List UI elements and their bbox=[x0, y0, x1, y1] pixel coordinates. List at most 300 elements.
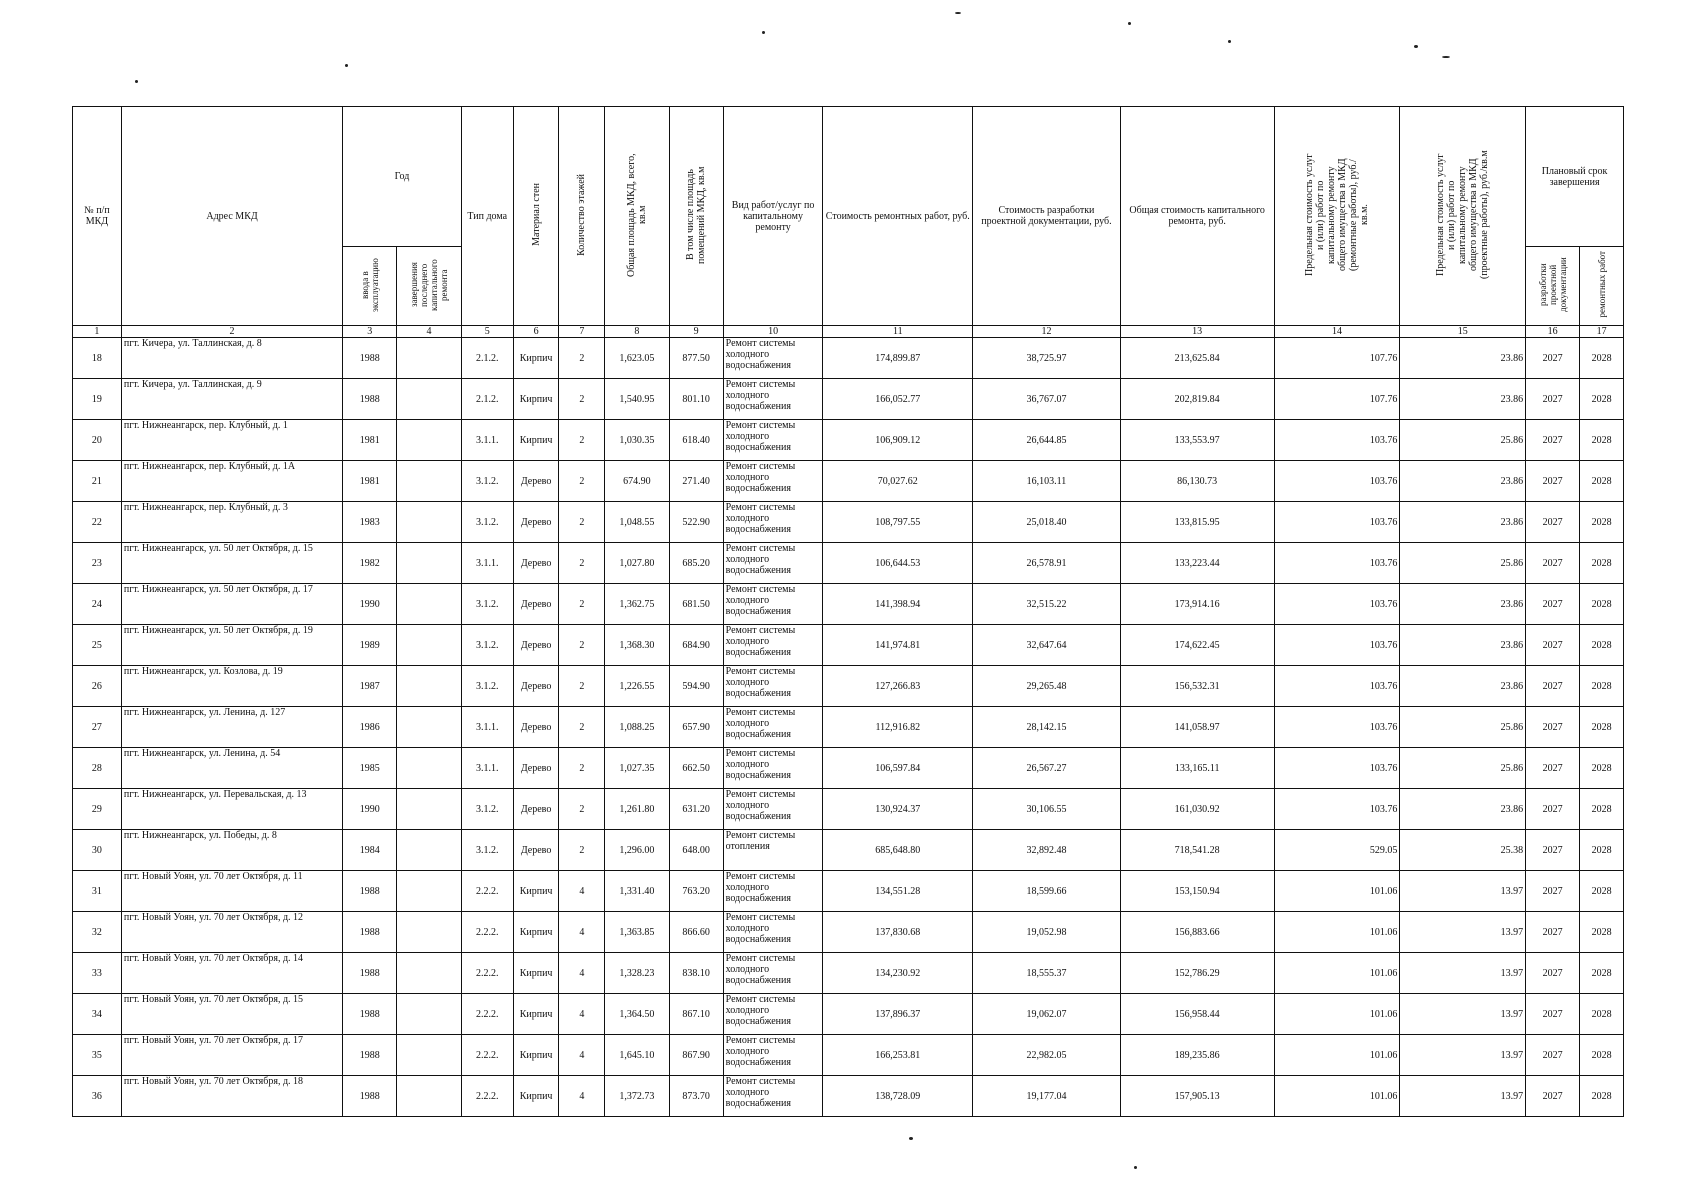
cell-limit-cost-repair: 101.06 bbox=[1274, 1035, 1400, 1076]
cell-address: пгт. Новый Уоян, ул. 70 лет Октября, д. 15 bbox=[121, 994, 342, 1035]
cell-term-repair: 2028 bbox=[1580, 1076, 1624, 1117]
cell-year-last-repair bbox=[397, 953, 461, 994]
cell-limit-cost-design: 23.86 bbox=[1400, 461, 1526, 502]
cell-work-type: Ремонт системы холодного водоснабжения bbox=[723, 953, 823, 994]
cell-floors: 4 bbox=[559, 1035, 605, 1076]
table-row bbox=[73, 338, 1624, 379]
cell-term-design: 2027 bbox=[1526, 871, 1580, 912]
cell-year-commission: 1988 bbox=[343, 953, 397, 994]
cell-address: пгт. Новый Уоян, ул. 70 лет Октября, д. 12 bbox=[121, 912, 342, 953]
cell-term-repair: 2028 bbox=[1580, 789, 1624, 830]
header-work-type: Вид работ/услуг по капитальному ремонту bbox=[723, 107, 823, 326]
column-number: 16 bbox=[1526, 326, 1580, 338]
cell-premises-area: 867.10 bbox=[669, 994, 723, 1035]
cell-design-cost: 26,567.27 bbox=[973, 748, 1121, 789]
column-number: 11 bbox=[823, 326, 973, 338]
cell-total-area: 1,088.25 bbox=[605, 707, 669, 748]
cell-repair-cost: 70,027.62 bbox=[823, 461, 973, 502]
cell-design-cost: 22,982.05 bbox=[973, 1035, 1121, 1076]
cell-total-cost: 156,883.66 bbox=[1120, 912, 1274, 953]
cell-wall-material: Дерево bbox=[513, 666, 559, 707]
cell-repair-cost: 112,916.82 bbox=[823, 707, 973, 748]
cell-year-last-repair bbox=[397, 748, 461, 789]
cell-total-area: 1,623.05 bbox=[605, 338, 669, 379]
table-row bbox=[73, 461, 1624, 502]
cell-year-commission: 1988 bbox=[343, 871, 397, 912]
cell-total-cost: 157,905.13 bbox=[1120, 1076, 1274, 1117]
cell-floors: 2 bbox=[559, 420, 605, 461]
cell-year-commission: 1988 bbox=[343, 379, 397, 420]
cell-work-type: Ремонт системы отопления bbox=[723, 830, 823, 871]
cell-limit-cost-repair: 107.76 bbox=[1274, 338, 1400, 379]
cell-house-type: 3.1.1. bbox=[461, 707, 513, 748]
cell-premises-area: 681.50 bbox=[669, 584, 723, 625]
header-design-cost: Стоимость разработки проектной документации, руб. bbox=[973, 107, 1121, 326]
header-planned-term: Плановый срок завершения bbox=[1526, 107, 1624, 247]
cell-row-number: 22 bbox=[73, 502, 122, 543]
cell-design-cost: 32,892.48 bbox=[973, 830, 1121, 871]
cell-floors: 2 bbox=[559, 461, 605, 502]
cell-total-area: 1,368.30 bbox=[605, 625, 669, 666]
table-row bbox=[73, 789, 1624, 830]
column-number: 2 bbox=[121, 326, 342, 338]
cell-total-area: 1,261.80 bbox=[605, 789, 669, 830]
cell-repair-cost: 137,896.37 bbox=[823, 994, 973, 1035]
cell-term-repair: 2028 bbox=[1580, 871, 1624, 912]
cell-work-type: Ремонт системы холодного водоснабжения bbox=[723, 666, 823, 707]
cell-total-area: 1,027.80 bbox=[605, 543, 669, 584]
header-total-area bbox=[605, 107, 669, 326]
cell-house-type: 3.1.1. bbox=[461, 543, 513, 584]
table-row bbox=[73, 666, 1624, 707]
cell-limit-cost-design: 13.97 bbox=[1400, 1035, 1526, 1076]
cell-row-number: 19 bbox=[73, 379, 122, 420]
cell-work-type: Ремонт системы холодного водоснабжения bbox=[723, 625, 823, 666]
header-premises-area-text: В том числе площадь помещений МКД, кв.м bbox=[685, 165, 708, 264]
cell-row-number: 23 bbox=[73, 543, 122, 584]
cell-term-repair: 2028 bbox=[1580, 953, 1624, 994]
cell-wall-material: Кирпич bbox=[513, 420, 559, 461]
cell-limit-cost-design: 13.97 bbox=[1400, 953, 1526, 994]
cell-limit-cost-design: 23.86 bbox=[1400, 625, 1526, 666]
cell-wall-material: Дерево bbox=[513, 830, 559, 871]
cell-year-commission: 1988 bbox=[343, 1076, 397, 1117]
cell-year-last-repair bbox=[397, 871, 461, 912]
cell-repair-cost: 106,597.84 bbox=[823, 748, 973, 789]
cell-year-commission: 1987 bbox=[343, 666, 397, 707]
cell-limit-cost-repair: 103.76 bbox=[1274, 584, 1400, 625]
cell-year-last-repair bbox=[397, 461, 461, 502]
cell-limit-cost-design: 25.38 bbox=[1400, 830, 1526, 871]
cell-row-number: 28 bbox=[73, 748, 122, 789]
cell-row-number: 29 bbox=[73, 789, 122, 830]
scan-speck bbox=[1228, 40, 1231, 43]
cell-year-commission: 1983 bbox=[343, 502, 397, 543]
cell-house-type: 2.2.2. bbox=[461, 1076, 513, 1117]
column-number: 10 bbox=[723, 326, 823, 338]
cell-term-repair: 2028 bbox=[1580, 379, 1624, 420]
table-row bbox=[73, 871, 1624, 912]
header-year-commission bbox=[343, 247, 397, 326]
table-row bbox=[73, 953, 1624, 994]
cell-design-cost: 18,599.66 bbox=[973, 871, 1121, 912]
cell-term-design: 2027 bbox=[1526, 1035, 1580, 1076]
table-row bbox=[73, 502, 1624, 543]
cell-house-type: 2.1.2. bbox=[461, 379, 513, 420]
header-year-last-repair-text: завершения последнего капитального ремонта bbox=[409, 258, 450, 311]
cell-wall-material: Кирпич bbox=[513, 1035, 559, 1076]
cell-term-repair: 2028 bbox=[1580, 461, 1624, 502]
cell-year-last-repair bbox=[397, 379, 461, 420]
cell-house-type: 3.1.2. bbox=[461, 830, 513, 871]
cell-year-last-repair bbox=[397, 543, 461, 584]
cell-row-number: 26 bbox=[73, 666, 122, 707]
header-limit-cost-repair-text: Предельная стоимость услуг и (или) работ по капитальному ремонту общего имущества в МКД (ремонтные работы), руб./кв.м. bbox=[1303, 153, 1370, 276]
table-row bbox=[73, 748, 1624, 789]
column-number: 3 bbox=[343, 326, 397, 338]
cell-term-design: 2027 bbox=[1526, 420, 1580, 461]
header-floors-text: Количество этажей bbox=[576, 173, 588, 256]
cell-repair-cost: 166,253.81 bbox=[823, 1035, 973, 1076]
cell-address: пгт. Новый Уоян, ул. 70 лет Октября, д. 18 bbox=[121, 1076, 342, 1117]
cell-year-commission: 1982 bbox=[343, 543, 397, 584]
cell-design-cost: 19,052.98 bbox=[973, 912, 1121, 953]
scan-speck bbox=[909, 1137, 913, 1140]
cell-term-repair: 2028 bbox=[1580, 584, 1624, 625]
cell-total-area: 1,328.23 bbox=[605, 953, 669, 994]
cell-term-repair: 2028 bbox=[1580, 830, 1624, 871]
cell-total-area: 1,363.85 bbox=[605, 912, 669, 953]
cell-house-type: 2.1.2. bbox=[461, 338, 513, 379]
table-row bbox=[73, 1076, 1624, 1117]
cell-term-design: 2027 bbox=[1526, 1076, 1580, 1117]
cell-floors: 4 bbox=[559, 953, 605, 994]
cell-premises-area: 838.10 bbox=[669, 953, 723, 994]
cell-premises-area: 873.70 bbox=[669, 1076, 723, 1117]
scan-speck bbox=[1442, 56, 1450, 58]
cell-address: пгт. Кичера, ул. Таллинская, д. 9 bbox=[121, 379, 342, 420]
column-number: 1 bbox=[73, 326, 122, 338]
column-number: 14 bbox=[1274, 326, 1400, 338]
cell-year-commission: 1985 bbox=[343, 748, 397, 789]
cell-work-type: Ремонт системы холодного водоснабжения bbox=[723, 420, 823, 461]
cell-wall-material: Дерево bbox=[513, 707, 559, 748]
cell-premises-area: 877.50 bbox=[669, 338, 723, 379]
cell-limit-cost-design: 25.86 bbox=[1400, 543, 1526, 584]
cell-total-cost: 152,786.29 bbox=[1120, 953, 1274, 994]
cell-repair-cost: 134,230.92 bbox=[823, 953, 973, 994]
cell-term-repair: 2028 bbox=[1580, 912, 1624, 953]
cell-row-number: 24 bbox=[73, 584, 122, 625]
cell-total-cost: 133,223.44 bbox=[1120, 543, 1274, 584]
cell-repair-cost: 166,052.77 bbox=[823, 379, 973, 420]
cell-repair-cost: 174,899.87 bbox=[823, 338, 973, 379]
cell-year-commission: 1984 bbox=[343, 830, 397, 871]
table-row bbox=[73, 584, 1624, 625]
cell-house-type: 3.1.1. bbox=[461, 748, 513, 789]
cell-repair-cost: 108,797.55 bbox=[823, 502, 973, 543]
table-row bbox=[73, 707, 1624, 748]
cell-year-commission: 1988 bbox=[343, 912, 397, 953]
cell-limit-cost-repair: 103.76 bbox=[1274, 502, 1400, 543]
cell-repair-cost: 106,909.12 bbox=[823, 420, 973, 461]
cell-work-type: Ремонт системы холодного водоснабжения bbox=[723, 338, 823, 379]
cell-term-repair: 2028 bbox=[1580, 1035, 1624, 1076]
cell-address: пгт. Нижнеангарск, ул. Ленина, д. 127 bbox=[121, 707, 342, 748]
cell-limit-cost-repair: 103.76 bbox=[1274, 420, 1400, 461]
cell-premises-area: 657.90 bbox=[669, 707, 723, 748]
table-row bbox=[73, 625, 1624, 666]
cell-wall-material: Кирпич bbox=[513, 871, 559, 912]
cell-wall-material: Дерево bbox=[513, 461, 559, 502]
cell-address: пгт. Новый Уоян, ул. 70 лет Октября, д. 11 bbox=[121, 871, 342, 912]
header-term-design-text: разработки проектной документации bbox=[1537, 257, 1568, 312]
cell-year-last-repair bbox=[397, 338, 461, 379]
header-term-design bbox=[1526, 247, 1580, 326]
cell-year-commission: 1990 bbox=[343, 789, 397, 830]
column-number: 4 bbox=[397, 326, 461, 338]
cell-address: пгт. Нижнеангарск, ул. Перевальская, д. 13 bbox=[121, 789, 342, 830]
cell-wall-material: Дерево bbox=[513, 543, 559, 584]
cell-year-commission: 1988 bbox=[343, 338, 397, 379]
cell-total-cost: 141,058.97 bbox=[1120, 707, 1274, 748]
cell-year-last-repair bbox=[397, 994, 461, 1035]
column-number: 5 bbox=[461, 326, 513, 338]
cell-repair-cost: 127,266.83 bbox=[823, 666, 973, 707]
cell-row-number: 35 bbox=[73, 1035, 122, 1076]
cell-wall-material: Кирпич bbox=[513, 994, 559, 1035]
scanned-sheet bbox=[72, 106, 1624, 1117]
cell-premises-area: 662.50 bbox=[669, 748, 723, 789]
cell-total-cost: 133,165.11 bbox=[1120, 748, 1274, 789]
cell-house-type: 3.1.2. bbox=[461, 666, 513, 707]
cell-limit-cost-repair: 103.76 bbox=[1274, 543, 1400, 584]
cell-term-repair: 2028 bbox=[1580, 666, 1624, 707]
cell-design-cost: 19,062.07 bbox=[973, 994, 1121, 1035]
column-number: 9 bbox=[669, 326, 723, 338]
cell-year-last-repair bbox=[397, 502, 461, 543]
cell-year-last-repair bbox=[397, 1076, 461, 1117]
cell-floors: 2 bbox=[559, 502, 605, 543]
cell-address: пгт. Нижнеангарск, пер. Клубный, д. 3 bbox=[121, 502, 342, 543]
cell-total-area: 1,331.40 bbox=[605, 871, 669, 912]
cell-limit-cost-repair: 101.06 bbox=[1274, 912, 1400, 953]
cell-work-type: Ремонт системы холодного водоснабжения bbox=[723, 1076, 823, 1117]
cell-limit-cost-repair: 101.06 bbox=[1274, 994, 1400, 1035]
scan-speck bbox=[345, 64, 348, 67]
cell-wall-material: Кирпич bbox=[513, 379, 559, 420]
cell-total-cost: 133,815.95 bbox=[1120, 502, 1274, 543]
cell-design-cost: 26,644.85 bbox=[973, 420, 1121, 461]
cell-repair-cost: 141,974.81 bbox=[823, 625, 973, 666]
cell-total-area: 1,540.95 bbox=[605, 379, 669, 420]
cell-term-design: 2027 bbox=[1526, 625, 1580, 666]
cell-house-type: 2.2.2. bbox=[461, 953, 513, 994]
cell-house-type: 3.1.2. bbox=[461, 625, 513, 666]
cell-address: пгт. Нижнеангарск, ул. Победы, д. 8 bbox=[121, 830, 342, 871]
cell-work-type: Ремонт системы холодного водоснабжения bbox=[723, 789, 823, 830]
cell-limit-cost-design: 13.97 bbox=[1400, 1076, 1526, 1117]
header-limit-cost-design bbox=[1400, 107, 1526, 326]
cell-floors: 2 bbox=[559, 379, 605, 420]
header-total-area-text: Общая площадь МКД, всего, кв.м bbox=[625, 152, 648, 277]
cell-work-type: Ремонт системы холодного водоснабжения bbox=[723, 1035, 823, 1076]
cell-total-cost: 153,150.94 bbox=[1120, 871, 1274, 912]
cell-address: пгт. Нижнеангарск, ул. Козлова, д. 19 bbox=[121, 666, 342, 707]
cell-design-cost: 16,103.11 bbox=[973, 461, 1121, 502]
cell-total-cost: 174,622.45 bbox=[1120, 625, 1274, 666]
cell-limit-cost-design: 23.86 bbox=[1400, 338, 1526, 379]
cell-house-type: 3.1.2. bbox=[461, 584, 513, 625]
cell-year-last-repair bbox=[397, 830, 461, 871]
cell-address: пгт. Нижнеангарск, пер. Клубный, д. 1А bbox=[121, 461, 342, 502]
cell-year-commission: 1981 bbox=[343, 461, 397, 502]
column-number: 15 bbox=[1400, 326, 1526, 338]
cell-house-type: 3.1.2. bbox=[461, 502, 513, 543]
cell-premises-area: 631.20 bbox=[669, 789, 723, 830]
cell-term-design: 2027 bbox=[1526, 789, 1580, 830]
cell-row-number: 34 bbox=[73, 994, 122, 1035]
scan-speck bbox=[1414, 45, 1418, 48]
cell-floors: 4 bbox=[559, 871, 605, 912]
cell-design-cost: 26,578.91 bbox=[973, 543, 1121, 584]
cell-floors: 4 bbox=[559, 994, 605, 1035]
cell-year-commission: 1986 bbox=[343, 707, 397, 748]
scan-speck bbox=[135, 80, 138, 83]
header-wall-material bbox=[513, 107, 559, 326]
cell-limit-cost-design: 25.86 bbox=[1400, 748, 1526, 789]
cell-design-cost: 19,177.04 bbox=[973, 1076, 1121, 1117]
header-row-main bbox=[73, 107, 1624, 247]
cell-repair-cost: 141,398.94 bbox=[823, 584, 973, 625]
table-row bbox=[73, 830, 1624, 871]
cell-term-repair: 2028 bbox=[1580, 543, 1624, 584]
header-year-last-repair bbox=[397, 247, 461, 326]
cell-term-design: 2027 bbox=[1526, 707, 1580, 748]
cell-term-design: 2027 bbox=[1526, 338, 1580, 379]
header-premises-area bbox=[669, 107, 723, 326]
cell-design-cost: 25,018.40 bbox=[973, 502, 1121, 543]
scan-speck bbox=[762, 31, 765, 34]
cell-total-cost: 161,030.92 bbox=[1120, 789, 1274, 830]
cell-house-type: 3.1.2. bbox=[461, 461, 513, 502]
cell-floors: 2 bbox=[559, 707, 605, 748]
cell-total-cost: 213,625.84 bbox=[1120, 338, 1274, 379]
cell-repair-cost: 137,830.68 bbox=[823, 912, 973, 953]
table-row bbox=[73, 1035, 1624, 1076]
cell-repair-cost: 134,551.28 bbox=[823, 871, 973, 912]
cell-limit-cost-repair: 103.76 bbox=[1274, 666, 1400, 707]
cell-year-last-repair bbox=[397, 420, 461, 461]
table-row bbox=[73, 379, 1624, 420]
cell-wall-material: Кирпич bbox=[513, 912, 559, 953]
column-number: 12 bbox=[973, 326, 1121, 338]
cell-total-cost: 86,130.73 bbox=[1120, 461, 1274, 502]
cell-year-last-repair bbox=[397, 912, 461, 953]
cell-row-number: 36 bbox=[73, 1076, 122, 1117]
cell-address: пгт. Кичера, ул. Таллинская, д. 8 bbox=[121, 338, 342, 379]
cell-design-cost: 18,555.37 bbox=[973, 953, 1121, 994]
cell-limit-cost-repair: 107.76 bbox=[1274, 379, 1400, 420]
cell-total-cost: 173,914.16 bbox=[1120, 584, 1274, 625]
cell-limit-cost-repair: 529.05 bbox=[1274, 830, 1400, 871]
cell-house-type: 3.1.2. bbox=[461, 789, 513, 830]
cell-total-cost: 156,958.44 bbox=[1120, 994, 1274, 1035]
cell-design-cost: 28,142.15 bbox=[973, 707, 1121, 748]
cell-total-cost: 133,553.97 bbox=[1120, 420, 1274, 461]
cell-limit-cost-repair: 103.76 bbox=[1274, 748, 1400, 789]
cell-year-last-repair bbox=[397, 707, 461, 748]
cell-total-area: 1,226.55 bbox=[605, 666, 669, 707]
cell-row-number: 30 bbox=[73, 830, 122, 871]
cell-term-repair: 2028 bbox=[1580, 994, 1624, 1035]
cell-work-type: Ремонт системы холодного водоснабжения bbox=[723, 871, 823, 912]
cell-term-design: 2027 bbox=[1526, 666, 1580, 707]
cell-design-cost: 32,515.22 bbox=[973, 584, 1121, 625]
cell-design-cost: 32,647.64 bbox=[973, 625, 1121, 666]
cell-work-type: Ремонт системы холодного водоснабжения bbox=[723, 502, 823, 543]
cell-total-area: 1,362.75 bbox=[605, 584, 669, 625]
column-number: 6 bbox=[513, 326, 559, 338]
cell-limit-cost-repair: 101.06 bbox=[1274, 953, 1400, 994]
cell-row-number: 20 bbox=[73, 420, 122, 461]
cell-premises-area: 866.60 bbox=[669, 912, 723, 953]
cell-limit-cost-repair: 101.06 bbox=[1274, 1076, 1400, 1117]
cell-address: пгт. Новый Уоян, ул. 70 лет Октября, д. 14 bbox=[121, 953, 342, 994]
header-floors bbox=[559, 107, 605, 326]
cell-limit-cost-design: 23.86 bbox=[1400, 502, 1526, 543]
cell-total-area: 1,296.00 bbox=[605, 830, 669, 871]
cell-term-design: 2027 bbox=[1526, 379, 1580, 420]
cell-limit-cost-design: 25.86 bbox=[1400, 707, 1526, 748]
cell-term-repair: 2028 bbox=[1580, 420, 1624, 461]
cell-year-commission: 1981 bbox=[343, 420, 397, 461]
cell-house-type: 2.2.2. bbox=[461, 871, 513, 912]
cell-limit-cost-repair: 103.76 bbox=[1274, 707, 1400, 748]
cell-total-area: 1,364.50 bbox=[605, 994, 669, 1035]
cell-address: пгт. Нижнеангарск, ул. 50 лет Октября, д. 19 bbox=[121, 625, 342, 666]
cell-address: пгт. Нижнеангарск, ул. Ленина, д. 54 bbox=[121, 748, 342, 789]
cell-term-design: 2027 bbox=[1526, 953, 1580, 994]
cell-term-design: 2027 bbox=[1526, 461, 1580, 502]
cell-term-design: 2027 bbox=[1526, 584, 1580, 625]
header-limit-cost-design-text: Предельная стоимость услуг и (или) работ по капитальному ремонту общего имущества в МКД (проектные работы), руб./кв.м bbox=[1435, 150, 1491, 279]
cell-total-cost: 189,235.86 bbox=[1120, 1035, 1274, 1076]
cell-address: пгт. Нижнеангарск, ул. 50 лет Октября, д. 17 bbox=[121, 584, 342, 625]
cell-term-repair: 2028 bbox=[1580, 502, 1624, 543]
cell-floors: 4 bbox=[559, 912, 605, 953]
cell-floors: 2 bbox=[559, 338, 605, 379]
cell-limit-cost-repair: 103.76 bbox=[1274, 789, 1400, 830]
cell-year-commission: 1989 bbox=[343, 625, 397, 666]
cell-year-commission: 1988 bbox=[343, 994, 397, 1035]
cell-year-commission: 1988 bbox=[343, 1035, 397, 1076]
cell-wall-material: Кирпич bbox=[513, 338, 559, 379]
cell-limit-cost-design: 13.97 bbox=[1400, 912, 1526, 953]
cell-design-cost: 36,767.07 bbox=[973, 379, 1121, 420]
cell-row-number: 21 bbox=[73, 461, 122, 502]
cell-term-repair: 2028 bbox=[1580, 748, 1624, 789]
cell-design-cost: 29,265.48 bbox=[973, 666, 1121, 707]
cell-limit-cost-design: 23.86 bbox=[1400, 666, 1526, 707]
cell-limit-cost-repair: 101.06 bbox=[1274, 871, 1400, 912]
cell-premises-area: 271.40 bbox=[669, 461, 723, 502]
cell-address: пгт. Нижнеангарск, пер. Клубный, д. 1 bbox=[121, 420, 342, 461]
cell-house-type: 2.2.2. bbox=[461, 994, 513, 1035]
cell-term-design: 2027 bbox=[1526, 502, 1580, 543]
header-wall-material-text: Материал стен bbox=[530, 183, 542, 246]
cell-work-type: Ремонт системы холодного водоснабжения bbox=[723, 994, 823, 1035]
